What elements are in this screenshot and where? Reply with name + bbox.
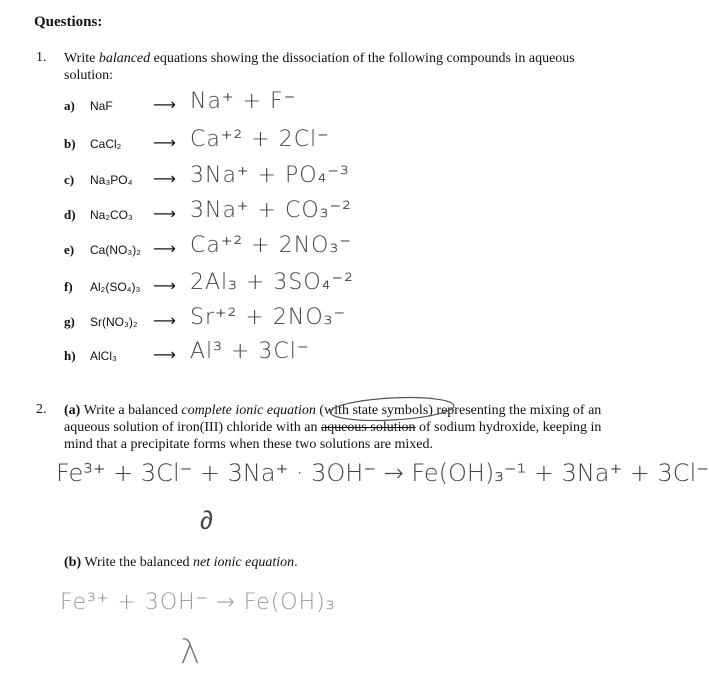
q2b-text-part: Write the balanced (84, 555, 194, 570)
q2a-label: (a) (64, 403, 81, 418)
q2a-handwritten-answer: Fe³⁺ + 3Cl⁻ + 3Na⁺ · 3OH⁻ → Fe(OH)₃⁻¹ + 3Na⁺ + 3Cl⁻ (56, 459, 709, 487)
q1-item-formula: AlCl₃ (90, 349, 117, 363)
question-2a-text (64, 402, 639, 453)
q2a-handwritten-mark: ∂ (200, 506, 214, 536)
q2a-text-part: of sodium hydroxide, keeping in (415, 420, 602, 435)
q1-text-part: equations showing the dissociation of the following compounds in aqueous (150, 51, 575, 66)
q1-item-arrow: ⟶ (153, 345, 176, 364)
q1-item-handwritten-answer: 2Al₃ + 3SO₄⁻² (190, 270, 354, 295)
q2a-text-part: mind that a precipitate forms when these two solutions are mixed. (64, 437, 433, 452)
q1-item-formula: Sr(NO₃)₂ (90, 315, 138, 329)
q1-text-emphasis: balanced (98, 51, 151, 66)
q2a-text-part: (with state symbols) representing the mixing of an (315, 403, 602, 418)
question-1-text (64, 50, 624, 84)
q1-item-formula: CaCl₂ (90, 137, 122, 151)
q2a-struck-text: aqueous solution (321, 420, 416, 435)
q1-item-label: g) (64, 314, 75, 329)
q1-item-handwritten-answer: 3Na⁺ + PO₄⁻³ (190, 163, 350, 188)
q1-item-formula: Na₃PO₄ (90, 173, 133, 187)
q1-item-label: c) (64, 172, 75, 187)
q2b-text-part: . (294, 555, 298, 570)
q1-item-formula: NaF (90, 99, 113, 113)
q1-item-arrow: ⟶ (153, 276, 176, 295)
q1-item-label: h) (64, 348, 76, 363)
q2a-text-emphasis: complete ionic equation (181, 403, 316, 418)
question-2-number: 2. (36, 402, 47, 417)
q1-item-label: d) (64, 207, 76, 222)
q1-item-formula: Al₂(SO₄)₃ (90, 280, 141, 294)
q1-item-label: f) (64, 279, 73, 294)
q2a-text-part: aqueous solution of iron(III) chloride with an (64, 420, 321, 435)
q1-item-arrow: ⟶ (153, 95, 176, 114)
q1-item-arrow: ⟶ (153, 169, 176, 188)
q1-item-handwritten-answer: Sr⁺² + 2NO₃⁻ (190, 305, 347, 330)
q1-item-arrow: ⟶ (153, 239, 176, 258)
q1-item-arrow: ⟶ (153, 133, 176, 152)
q1-item-arrow: ⟶ (153, 311, 176, 330)
q1-item-label: b) (64, 136, 76, 151)
q1-item-handwritten-answer: Na⁺ + F⁻ (190, 89, 297, 114)
q1-text-part: solution: (64, 68, 114, 83)
q1-item-arrow: ⟶ (153, 204, 176, 223)
q1-item-formula: Na₂CO₃ (90, 208, 133, 222)
q1-item-handwritten-answer: Al³ + 3Cl⁻ (190, 339, 310, 364)
q1-item-label: e) (64, 242, 75, 257)
q2b-handwritten-answer: Fe³⁺ + 3OH⁻ → Fe(OH)₃ (60, 590, 336, 615)
q1-item-handwritten-answer: 3Na⁺ + CO₃⁻² (190, 198, 352, 223)
q2a-text-part: Write a balanced (83, 403, 182, 418)
q2b-text-emphasis: net ionic equation (193, 555, 295, 570)
question-1-number: 1. (36, 50, 47, 65)
q1-item-handwritten-answer: Ca⁺² + 2NO₃⁻ (190, 233, 352, 258)
q1-item-formula: Ca(NO₃)₂ (90, 243, 141, 257)
q1-item-label: a) (64, 98, 75, 113)
q1-item-handwritten-answer: Ca⁺² + 2Cl⁻ (190, 127, 330, 152)
q2b-label: (b) (64, 555, 82, 570)
question-2b-text (64, 554, 298, 571)
q1-text-part: Write (64, 51, 99, 66)
page-title: Questions: (34, 14, 103, 30)
q2b-handwritten-mark: λ (180, 632, 202, 672)
